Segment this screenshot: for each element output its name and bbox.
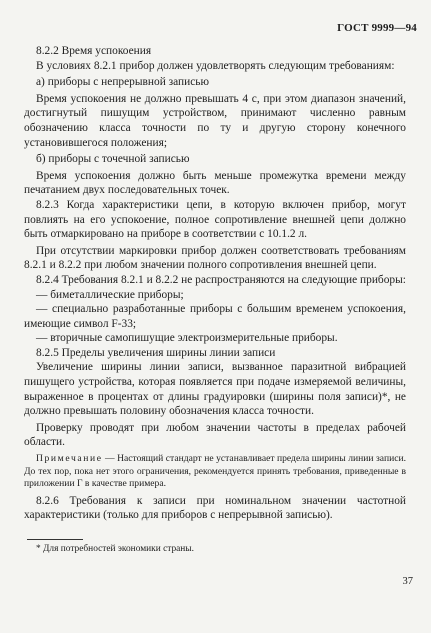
note-label: Примечание (36, 453, 103, 465)
standard-header: ГОСТ 9999—94 (337, 22, 417, 34)
paragraph: При отсутствии маркировки прибор должен соответствовать требованиям 8.2.1 и 8.2.2 при любом значении полного сопротивления внешней цепи. (24, 244, 406, 272)
section-heading-8-2-5: 8.2.5 Пределы увеличения ширины линии записи (36, 346, 276, 359)
paragraph: В условиях 8.2.1 прибор должен удовлетворять следующим требованиям: (36, 59, 395, 72)
document-body (24, 44, 406, 523)
list-item-dash: — специально разработанные приборы с большим временем успокоения, имеющие символ F-33; (24, 303, 406, 330)
paragraph: Увеличение ширины линии записи, вызванное паразитной вибрацией пишущего устройства, которая появляется при подаче измеряемой величины, выраженное в процентах от длины градуировки (ширины поля записи)*, не должно превышать половину обозначения класса точности. (24, 361, 406, 418)
footnote-divider (27, 539, 83, 540)
footnote: * Для потребностей экономики страны. (36, 544, 194, 554)
paragraph: Время успокоения должно быть меньше промежутка времени между печатанием двух последовательных точек. (24, 169, 406, 197)
note-text: — Настоящий стандарт не устанавливает предела ширины линии записи. До тех пор, пока нет этого ограничения, рекомендуется принять требования, приведенные в приложении Г в качестве примера. (24, 453, 406, 490)
section-8-2-6: 8.2.6 Требования к записи при номинальном значении частотной характеристики (только для приборов с непрерывной записью). (24, 494, 406, 522)
list-item-dash: — вторичные самопишущие электроизмерительные приборы. (36, 332, 338, 345)
list-item-a: а) приборы с непрерывной записью (36, 76, 209, 89)
section-8-2-4: 8.2.4 Требования 8.2.1 и 8.2.2 не распространяются на следующие приборы: (36, 273, 406, 286)
list-item-b: б) приборы с точечной записью (36, 153, 190, 166)
section-8-2-3: 8.2.3 Когда характеристики цепи, в которую включен прибор, могут повлиять на его успокоение, полное сопротивление внешней цепи должно быть отмаркировано на приборе в соответствии с 10.1.2 л. (24, 198, 406, 241)
section-heading-8-2-2: 8.2.2 Время успокоения (36, 45, 152, 57)
paragraph: Время успокоения не должно превышать 4 с, при этом диапазон значений, достигнутый пишущим устройством, принимают численно равным обозначению класса точности по ту и другую сторону конечного установившегося положения; (24, 92, 406, 149)
page-number: 37 (402, 576, 413, 587)
paragraph: Проверку проводят при любом значении частоты в пределах рабочей области. (24, 421, 406, 449)
list-item-dash: — биметаллические приборы; (36, 288, 184, 301)
note (24, 453, 406, 491)
